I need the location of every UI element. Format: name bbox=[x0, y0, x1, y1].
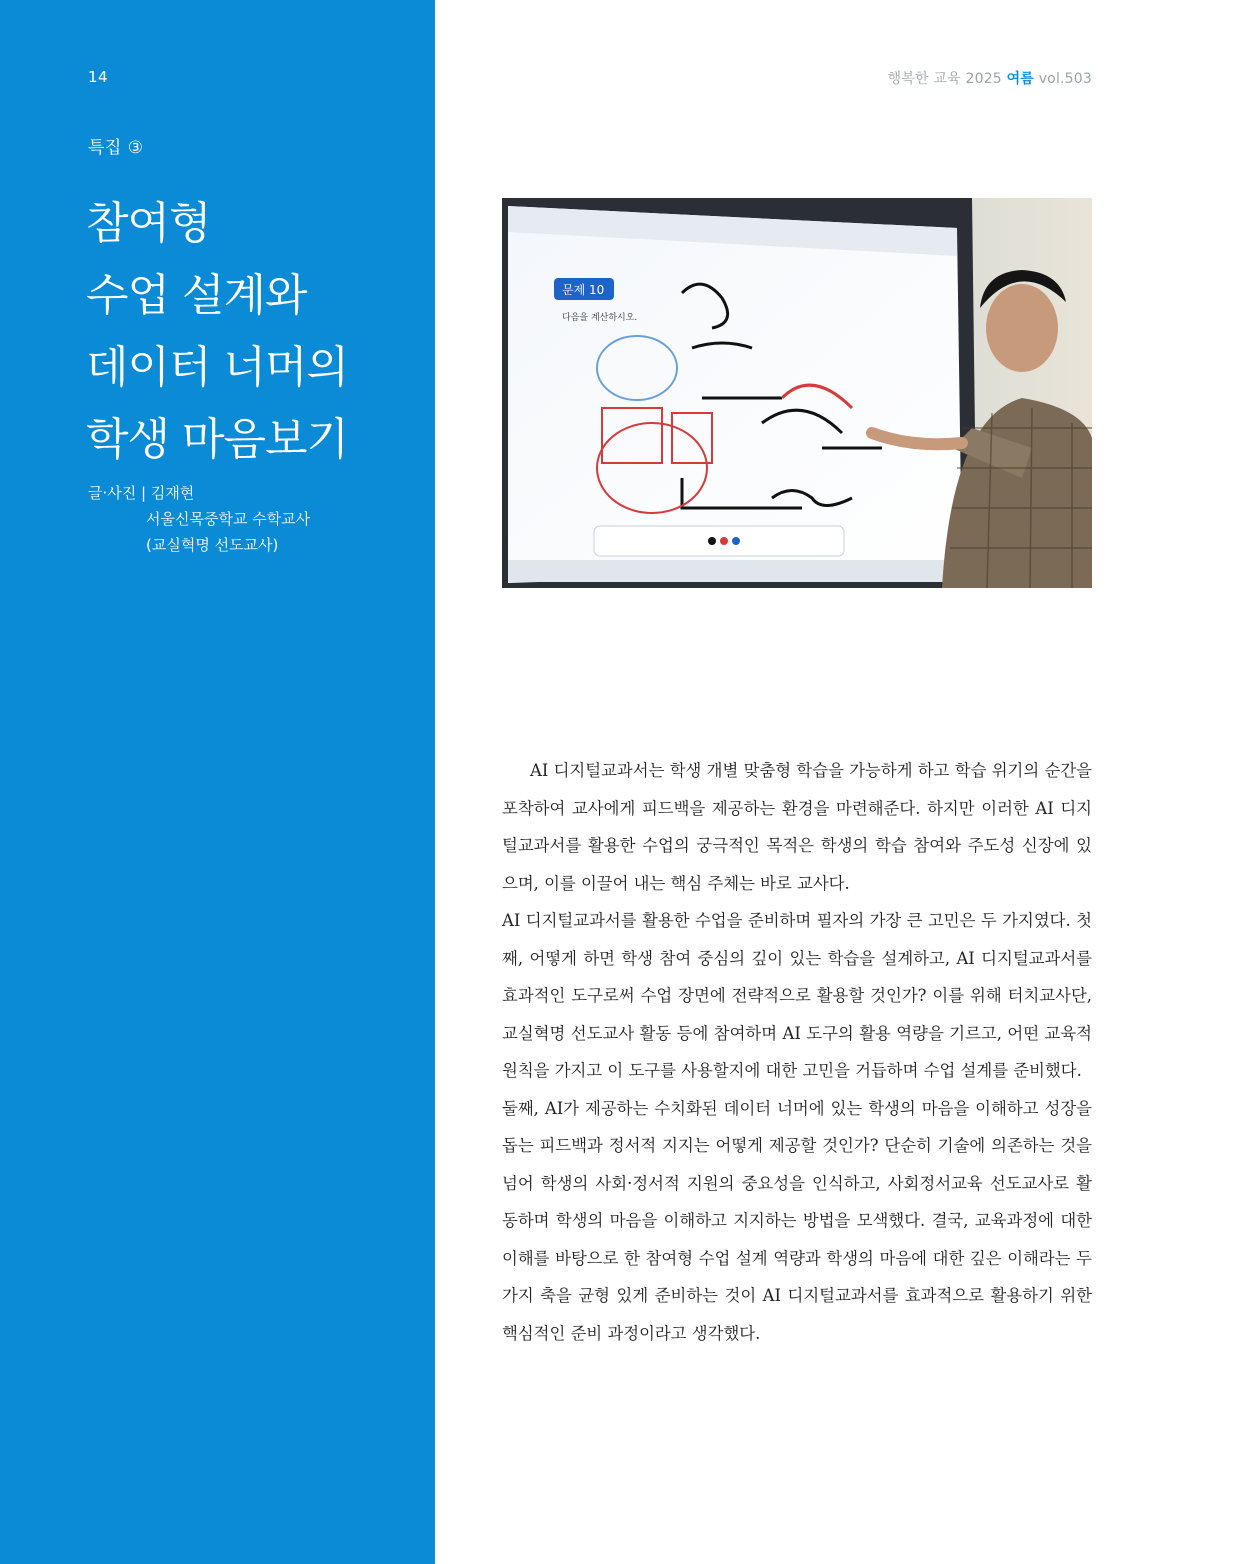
byline-role-1: 서울신목중학교 수학교사 bbox=[146, 510, 311, 528]
left-color-panel bbox=[0, 0, 435, 1564]
article-title bbox=[86, 188, 426, 476]
photo-illustration bbox=[502, 198, 1092, 588]
title-line-2: 수업 설계와 bbox=[86, 270, 307, 321]
title-line-3: 데이터 너머의 bbox=[86, 342, 349, 393]
byline-author: 글·사진 | 김재현 bbox=[88, 484, 195, 502]
article-body bbox=[502, 752, 1092, 1352]
teacher-at-digital-board-photo bbox=[502, 198, 1092, 588]
season-label: 여름 bbox=[1006, 71, 1035, 87]
publication-header bbox=[888, 68, 1092, 88]
byline bbox=[88, 480, 311, 558]
article-paragraph: AI 디지털교과서는 학생 개별 맞춤형 학습을 가능하게 하고 학습 위기의 순간을 포착하여 교사에게 피드백을 제공하는 환경을 마련해준다. 하지만 이러한 AI 디지털교과서를 활용한 수업의 궁극적인 목적은 학생의 학습 참여와 주도성 신장에 있으며, 이를 이끌어 내는 핵심 주체는 바로 교사다. bbox=[502, 761, 1092, 893]
title-line-4: 학생 마음보기 bbox=[86, 414, 349, 465]
publication-name: 행복한 교육 2025 bbox=[887, 71, 1002, 87]
title-line-1: 참여형 bbox=[86, 198, 211, 249]
article-paragraph: AI 디지털교과서를 활용한 수업을 준비하며 필자의 가장 큰 고민은 두 가지였다. 첫째, 어떻게 하면 학생 참여 중심의 깊이 있는 학습을 설계하고, AI 디지털교과서를 효과적인 도구로써 수업 장면에 전략적으로 활용할 것인가? 이를 위해 터치교사단, 교실혁명 선도교사 활동 등에 참여하며 AI 도구의 활용 역량을 기르고, 어떤 교육적 원칙을 가지고 이 도구를 사용할지에 대한 고민을 거듭하며 수업 설계를 준비했다. bbox=[502, 911, 1092, 1080]
problem-instruction: 다음을 계산하시오. bbox=[562, 313, 638, 323]
page-number: 14 bbox=[88, 68, 109, 86]
section-label: 특집 ③ bbox=[88, 138, 144, 158]
article-paragraph: 둘째, AI가 제공하는 수치화된 데이터 너머에 있는 학생의 마음을 이해하고 성장을 돕는 피드백과 정서적 지지는 어떻게 제공할 것인가? 단순히 기술에 의존하는 것을 넘어 학생의 사회·정서적 지원의 중요성을 인식하고, 사회정서교육 선도교사로 활동하며 학생의 마음을 이해하고 지지하는 방법을 모색했다. 결국, 교육과정에 대한 이해를 바탕으로 한 참여형 수업 설계 역량과 학생의 마음에 대한 깊은 이해라는 두 가지 축을 균형 있게 준비하는 것이 AI 디지털교과서를 효과적으로 활용하기 위한 핵심적인 준비 과정이라고 생각했다. bbox=[502, 1098, 1092, 1343]
byline-role-2: (교실혁명 선도교사) bbox=[146, 536, 279, 554]
volume-label: vol.503 bbox=[1038, 71, 1092, 87]
problem-label: 문제 10 bbox=[562, 283, 605, 297]
